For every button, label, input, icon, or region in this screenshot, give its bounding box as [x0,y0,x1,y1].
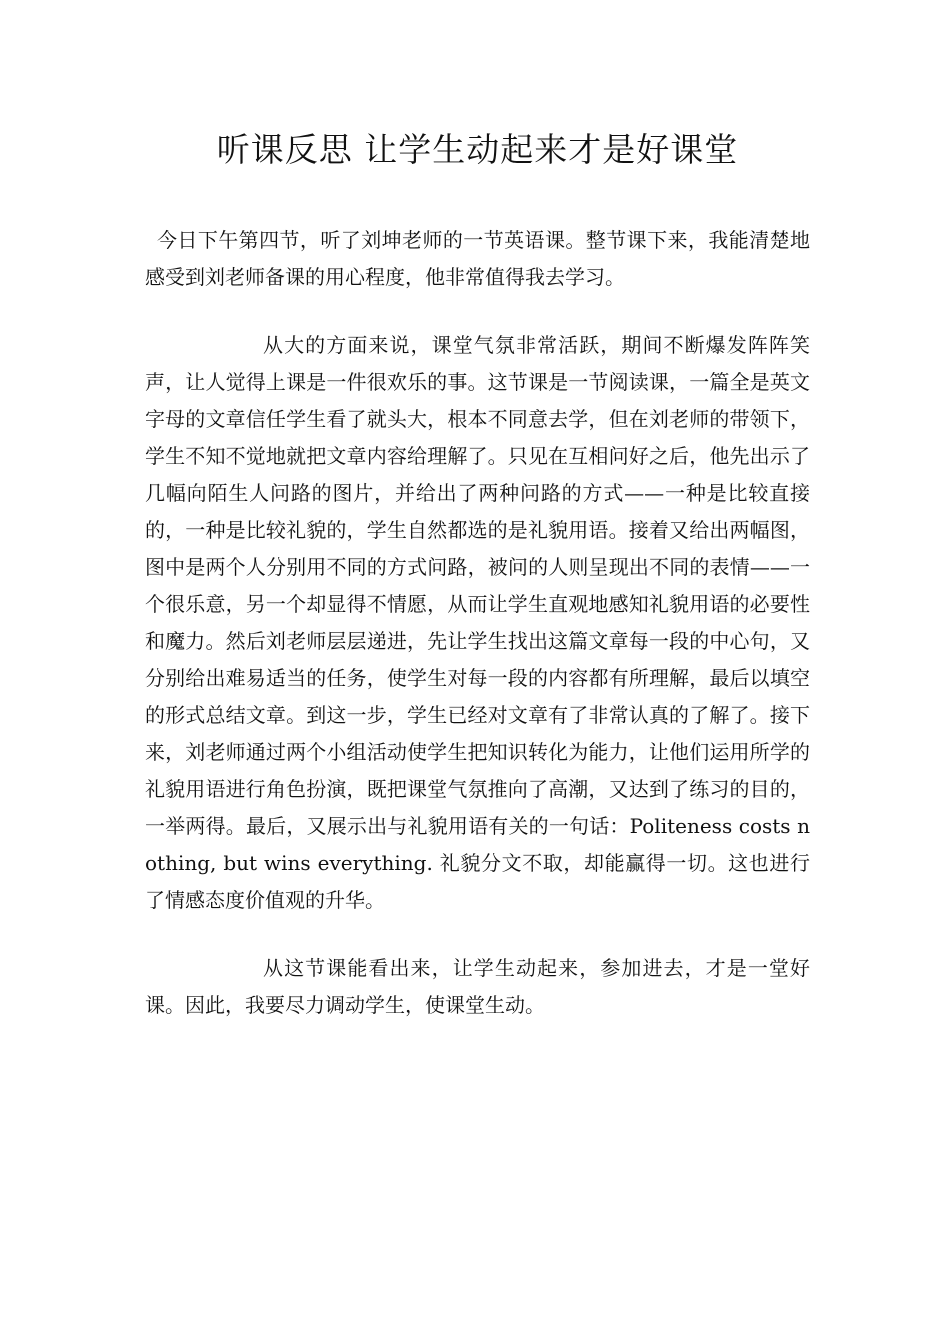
paragraph-conclusion: 从这节课能看出来，让学生动起来，参加进去，才是一堂好课。因此，我要尽力调动学生，使课堂生动。 [145,956,810,1017]
paragraph-intro: 今日下午第四节，听了刘坤老师的一节英语课。整节课下来，我能清楚地感受到刘老师备课的用心程度，他非常值得我去学习。 [145,228,810,289]
document-page [145,120,810,1024]
document-title: 听课反思 让学生动起来才是好课堂 [216,130,739,169]
paragraph-body: 从大的方面来说，课堂气氛非常活跃，期间不断爆发阵阵笑声，让人觉得上课是一件很欢乐的事。这节课是一节阅读课，一篇全是英文字母的文章信任学生看了就头大，根本不同意去学，但在刘老师的带领下，学生不知不觉地就把文章内容给理解了。只见在互相问好之后，他先出示了几幅向陌生人问路的图片，并给出了两种问路的方式——一种是比较直接的，一种是比较礼貌的，学生自然都选的是礼貌用语。接着又给出两幅图，图中是两个人分别用不同的方式问路，被问的人则呈现出不同的表情——一个很乐意，另一个却显得不情愿，从而让学生直观地感知礼貌用语的必要性和魔力。然后刘老师层层递进，先让学生找出这篇文章每一段的中心句，又分别给出难易适当的任务，使学生对每一段的内容都有所理解，最后以填空的形式总结文章。到这一步，学生已经对文章有了非常认真的了解了。接下来，刘老师通过两个小组活动使学生把知识转化为能力，让他们运用所学的礼貌用语进行角色扮演，既把课堂气氛推向了高潮，又达到了练习的目的，一举两得。最后，又展示出与礼貌用语有关的一句话：Politeness costs nothing, but wins everything. 礼貌分文不取，却能赢得一切。这也进行了情感态度价值观的升华。 [145,333,810,912]
